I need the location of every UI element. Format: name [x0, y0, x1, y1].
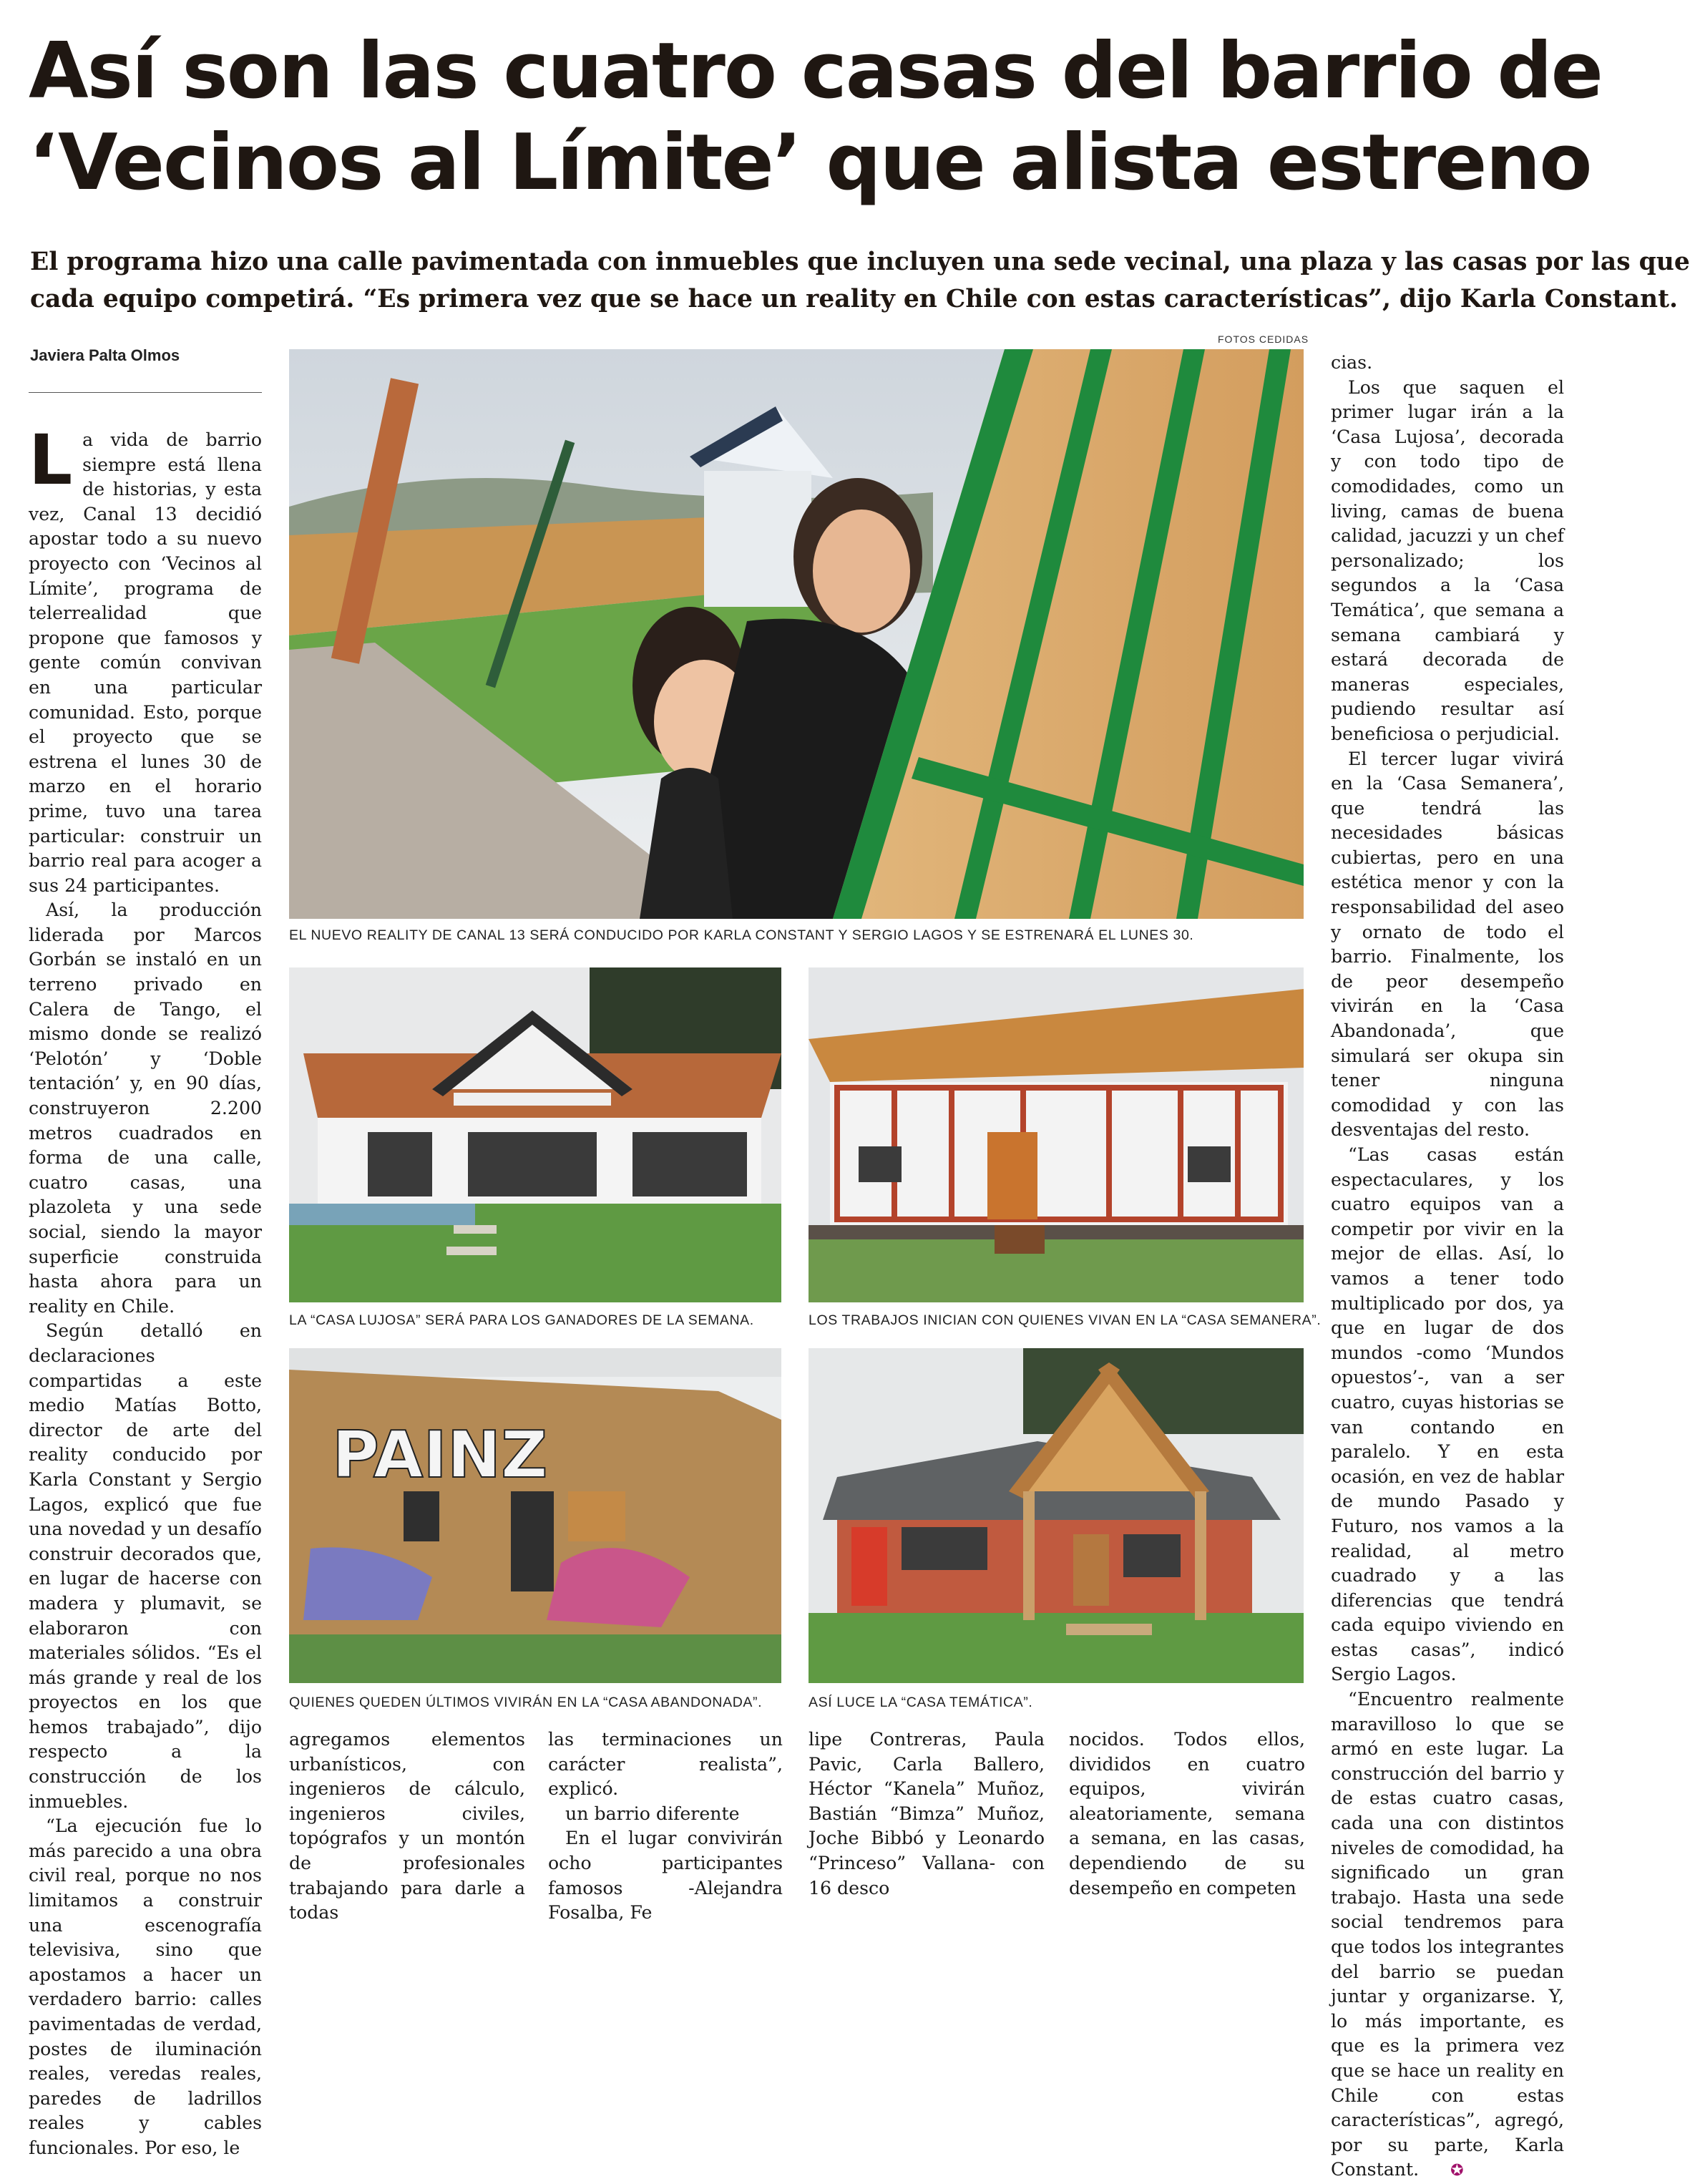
paragraph: nocidos. Todos ellos, divididos en cuatro equipos, vivirán aleatoriamente, semana a semana, en las casas, dependiendo de su desempeño en competen	[1069, 1729, 1305, 1898]
column-6	[1331, 351, 1564, 2184]
column-3	[548, 1727, 783, 1926]
column-2	[289, 1727, 525, 1926]
graffiti-text: PAINZ	[332, 1418, 548, 1493]
caption-casa-semanera: LOS TRABAJOS INICIAN CON QUIENES VIVAN EN LA “CASA SEMANERA”.	[809, 1312, 1322, 1328]
main-photo-caption: EL NUEVO REALITY DE CANAL 13 SERÁ CONDUCIDO POR KARLA CONSTANT Y SERGIO LAGOS Y SE ESTRENARÁ EL LUNES 30.	[289, 927, 1194, 943]
paragraph: En el lugar convivirán ocho participantes famosos -Alejandra Fosalba, Fe	[548, 1828, 783, 1924]
main-photo	[289, 349, 1304, 919]
caption-casa-tematica: ASÍ LUCE LA “CASA TEMÁTICA”.	[809, 1695, 1033, 1710]
paragraph: cias.	[1331, 352, 1373, 373]
drop-cap: L	[29, 420, 73, 500]
end-mark-icon: ✪	[1450, 2162, 1464, 2180]
deck-line-1: El programa hizo una calle pavimentada con inmuebles que incluyen una sede vecinal, una plaza y las casas por las que	[30, 248, 1690, 276]
column-5	[1069, 1727, 1305, 1901]
paragraph: las terminaciones un carácter realista”, explicó.	[548, 1729, 783, 1800]
photo-casa-tematica	[809, 1348, 1304, 1683]
headline	[29, 26, 1602, 209]
byline: Javiera Palta Olmos	[30, 346, 180, 364]
subheading: un barrio diferente	[565, 1803, 740, 1824]
photo-credit: FOTOS CEDIDAS	[1218, 333, 1309, 345]
photo-casa-lujosa	[289, 967, 781, 1302]
headline-line-1: Así son las cuatro casas del barrio de	[29, 26, 1602, 116]
paragraph: “Las casas están espectaculares, y los cuatro equipos van a competir por vivir en la mejor de ellas. Así, lo vamos a tener todo multiplicado por dos, ya que en lugar de dos mundos -como ‘Mundos opuestos’-, van a ser cuatro, cuyas historias se van contando en paralelo. Y en esta ocasión, en vez de hablar de mundo Pasado y Futuro, nos vamos a la realidad, al metro cuadrado y a las diferencias que tendrá cada equipo viviendo en estas casas”, indicó Sergio Lagos.	[1331, 1144, 1564, 1685]
paragraph: Así, la producción liderada por Marcos Gorbán se instaló en un terreno privado en Calera de Tango, el mismo donde se realizó ‘Pelotón’ y ‘Doble tentación’ y, en 90 días, construyeron 2.200 metros cuadrados en forma de una calle, cuatro casas, una plazoleta y una sede social, siendo la mayor superficie construida hasta ahora para un reality en Chile.	[29, 900, 262, 1317]
paragraph: El tercer lugar vivirá en la ‘Casa Semanera’, que tendrá las necesidades básicas cubiertas, pero en una estética menor y con la responsabilidad del aseo y ornato de todo el barrio. Finalmente, los de peor desempeño vivirán en la ‘Casa Abandonada’, que simulará ser okupa sin tener ninguna comodidad y con las desventajas del resto.	[1331, 748, 1564, 1141]
byline-rule	[29, 392, 262, 393]
deck	[30, 243, 1690, 318]
deck-line-2: cada equipo competirá. “Es primera vez que se hace un reality en Chile con estas características”, dijo Karla Constant.	[30, 285, 1679, 313]
headline-line-2: ‘Vecinos al Límite’ que alista estreno	[29, 118, 1591, 208]
caption-casa-abandonada: QUIENES QUEDEN ÚLTIMOS VIVIRÁN EN LA “CASA ABANDONADA”.	[289, 1695, 763, 1710]
paragraph: “Encuentro realmente maravilloso lo que se armó en este lugar. La construcción del barrio y de estas cuatro casas, cada una con distintos niveles de comodidad, ha significado un gran trabajo. Hasta una sede social tendremos para que todos los integrantes del barrio se puedan juntar y organizarse. Y, lo más importante, es que es la primera vez que se hace un reality en Chile con estas características”, agregó, por su parte, Karla Constant. ✪	[1331, 1687, 1564, 2184]
paragraph: “La ejecución fue lo más parecido a una obra civil real, porque no nos limitamos a construir una escenografía televisiva, sino que apostamos a hacer un verdadero barrio: calles pavimentadas de verdad, postes de iluminación reales, veredas reales, paredes de ladrillos reales y cables funcionales. Por eso, le	[29, 1815, 262, 2158]
caption-casa-lujosa: LA “CASA LUJOSA” SERÁ PARA LOS GANADORES DE LA SEMANA.	[289, 1312, 754, 1328]
paragraph: Los que saquen el primer lugar irán a la ‘Casa Lujosa’, decorada y con todo tipo de comodidades, como un living, camas de buena calidad, jacuzzi y un chef personalizado; los segundos a la ‘Casa Temática’, que semana a semana cambiará y estará decorada de maneras especiales, pudiendo resultar así beneficiosa o perjudicial.	[1331, 376, 1564, 744]
paragraph: La vida de barrio siempre está llena de historias, y esta vez, Canal 13 decidió apostar todo a su nuevo proyecto con ‘Vecinos al Límite’, programa de telerrealidad que propone que famosos y gente común convivan en una particular comunidad. Esto, porque el proyecto que se estrena el lunes 30 de marzo en el horario prime, tuvo una tarea particular: construir un barrio real para acoger a sus 24 participantes.	[29, 420, 262, 896]
paragraph: Según detalló en declaraciones compartidas a este medio Matías Botto, director de arte del reality conducido por Karla Constant y Sergio Lagos, explicó que fue una novedad y un desafío construir decorados que, en lugar de hacerse con madera y plumavit, se elaboraron con materiales sólidos. “Es el más grande y real de los proyectos en los que hemos trabajado”, dijo respecto a la construcción de los inmuebles.	[29, 1320, 262, 1812]
column-1	[29, 420, 262, 2161]
column-4	[809, 1727, 1045, 1901]
paragraph: agregamos elementos urbanísticos, con ingenieros de cálculo, ingenieros civiles, topógrafos y un montón de profesionales trabajando para darle a todas	[289, 1729, 525, 1924]
photo-casa-semanera	[809, 967, 1304, 1302]
paragraph: lipe Contreras, Paula Pavic, Carla Ballero, Héctor “Kanela” Muñoz, Bastián “Bimza” Muñoz, Joche Bibbó y Leonardo “Princeso” Vallana- con 16 desco	[809, 1729, 1045, 1898]
photo-casa-abandonada	[289, 1348, 781, 1683]
